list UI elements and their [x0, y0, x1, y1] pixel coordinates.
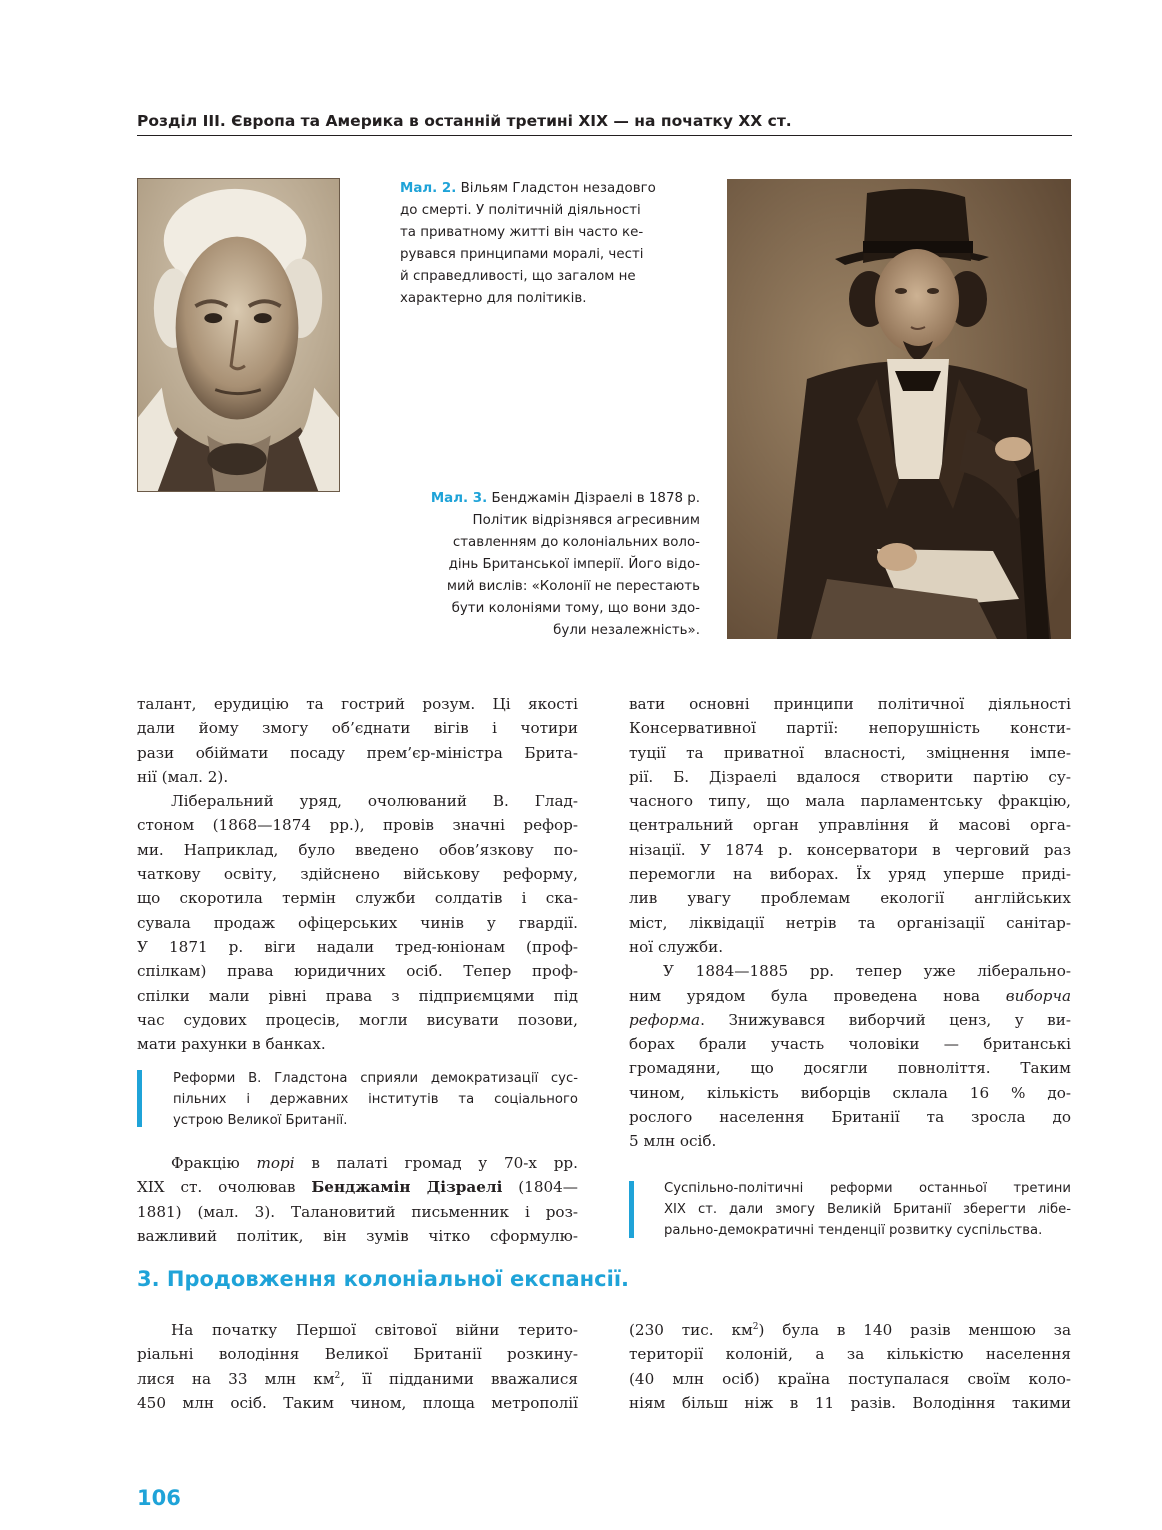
header-rule	[137, 135, 1072, 136]
text-line: рази обіймати посаду прем’єр-міністра Брита-	[137, 743, 578, 762]
text-line: борах брали участь чоловіки — британські	[629, 1035, 1071, 1054]
text-line: чином, кількість виборців склала 16 % до-	[629, 1083, 1071, 1102]
caption-line: бути колоніями тому, що вони здо-	[451, 601, 700, 616]
note-line: рально-демократичні тенденції розвитку суспільства.	[664, 1223, 1043, 1238]
body-right-column	[629, 692, 1071, 1154]
caption-line: та приватному житті він часто ке-	[400, 225, 644, 240]
caption-line: до смерті. У політичній діяльності	[400, 203, 641, 218]
body-left-column-2	[137, 1151, 578, 1248]
text-line: громадяни, що досягли повноліття. Таким	[629, 1059, 1071, 1078]
italic-term: торі	[256, 1154, 295, 1172]
text-line: 450 млн осіб. Таким чином, площа метрополії	[137, 1393, 578, 1412]
text-fragment: . Знижувався виборчий ценз, у ви-	[700, 1010, 1071, 1029]
text-fragment: Фракцію	[171, 1154, 257, 1172]
text-fragment: (230 тис. км	[629, 1321, 753, 1339]
figure-2-label: Мал. 2.	[400, 181, 457, 196]
text-fragment: в палаті громад у 70-х рр.	[294, 1154, 578, 1172]
superscript: 2	[334, 1370, 341, 1381]
text-line: талант, ерудицію та гострий розум. Ці якості	[137, 695, 578, 713]
note-line: пільних і державних інститутів та соціального	[173, 1092, 578, 1107]
text-line: перемогли на виборах. Їх уряд уперше приді-	[629, 865, 1071, 884]
text-fragment: ним урядом була проведена нова	[629, 986, 981, 1005]
text-line: нії (мал. 2).	[137, 767, 229, 786]
text-line: туції та приватної власності, зміцнення імпе-	[629, 743, 1071, 762]
text-line: На початку Першої світової війни терито-	[171, 1321, 578, 1339]
text-line: Консервативної партії: непорушність консти-	[629, 719, 1071, 738]
text-line: чаткову освіту, здійснено військову реформу,	[137, 865, 578, 884]
caption-line: дінь Британської імперії. Його відо-	[448, 557, 700, 572]
note-line: устрою Великої Британії.	[173, 1113, 348, 1128]
text-line: 1881) (мал. 3). Талановитий письменник і роз-	[137, 1202, 578, 1221]
text-line: нізації. У 1874 р. консерватори в черговий раз	[629, 840, 1071, 859]
text-line: важливий політик, він зумів чітко сформулю-	[137, 1226, 578, 1245]
portrait-gladstone-image	[137, 178, 340, 492]
note-accent-bar	[629, 1181, 634, 1238]
bold-name: Бенджамін Дізраелі	[311, 1178, 503, 1197]
portrait-disraeli-image	[727, 179, 1071, 639]
text-line: 5 млн осіб.	[629, 1132, 717, 1151]
note-line: Суспільно-політичні реформи останньої третини	[664, 1181, 1071, 1196]
text-line: рії. Б. Дізраелі вдалося створити партію су-	[629, 767, 1071, 786]
text-line: мати рахунки в банках.	[137, 1035, 326, 1054]
note-line: Реформи В. Гладстона сприяли демократизації сус-	[173, 1071, 578, 1086]
text-line: час судових процесів, могли висувати позови,	[137, 1010, 578, 1029]
caption-line: рувався принципами моралі, честі	[400, 247, 644, 262]
text-line: (40 млн осіб) країна поступалася своїм коло-	[629, 1369, 1071, 1388]
text-line: стоном (1868—1874 рр.), провів значні рефор-	[137, 816, 578, 835]
body-left-column-3	[137, 1318, 578, 1415]
text-line: що скоротила термін служби солдатів і ска-	[137, 889, 578, 908]
text-line: У 1884—1885 рр. тепер уже ліберально-	[663, 962, 1071, 981]
superscript: 2	[752, 1321, 759, 1332]
text-line: ної служби.	[629, 937, 724, 956]
text-fragment: XIX ст. очолював	[137, 1178, 312, 1197]
text-fragment: лися на 33 млн км	[137, 1369, 335, 1388]
caption-line: Політик відрізнявся агресивним	[472, 513, 700, 528]
caption-line: Вільям Гладстон незадовго	[460, 181, 656, 196]
text-line: спілки мали рівні права з підприємцями під	[137, 986, 578, 1005]
note-line: XIX ст. дали змогу Великій Британії зберегти лібе-	[664, 1202, 1071, 1217]
running-title: Розділ III. Європа та Америка в останній третині XIX — на початку XX ст.	[137, 112, 792, 130]
text-line: вати основні принципи політичної діяльності	[629, 695, 1071, 713]
text-line: території колоній, а за кількістю населення	[629, 1345, 1071, 1364]
text-line: дали йому змогу об’єднати вігів і чотири	[137, 719, 578, 738]
text-line: ніям більш ніж в 11 разів. Володіння такими	[629, 1393, 1071, 1412]
body-left-column	[137, 692, 578, 1056]
text-line: Ліберальний уряд, очолюваний В. Глад-	[171, 792, 578, 811]
text-line: лив увагу проблемам екології англійських	[629, 889, 1071, 908]
figure-2-caption	[400, 178, 676, 310]
text-line: спілкам) права юридичних осіб. Тепер проф-	[137, 962, 578, 981]
note-accent-bar	[137, 1070, 142, 1127]
figure-3-label: Мал. 3.	[430, 491, 488, 506]
caption-line: характерно для політиків.	[400, 291, 587, 306]
text-line: центральний орган управління й масові орга-	[629, 816, 1071, 835]
text-line: сувала продаж офіцерських чинів у гвардії.	[137, 913, 578, 932]
summary-note-left	[173, 1068, 578, 1131]
italic-term: реформа	[629, 1010, 701, 1029]
caption-line: Бенджамін Дізраелі в 1878 р.	[491, 491, 700, 506]
text-line: У 1871 р. віги надали тред-юніонам (проф-	[137, 937, 578, 956]
body-right-column-3	[629, 1318, 1071, 1415]
text-line: міст, ліквідації нетрів та організації санітар-	[629, 913, 1071, 932]
text-fragment: , її підданими вважалися	[340, 1369, 579, 1388]
text-line: часного типу, що мала парламентську фракцію,	[629, 792, 1071, 811]
summary-note-right	[664, 1178, 1071, 1241]
text-line: ми. Наприклад, було введено обов’язкову по-	[137, 840, 578, 859]
text-fragment: (1804—	[502, 1178, 578, 1197]
text-fragment: ) була в 140 разів меншою за	[758, 1321, 1071, 1339]
figure-3-caption	[400, 488, 700, 642]
caption-line: ставленням до колоніальних воло-	[452, 535, 700, 550]
section-heading: 3. Продовження колоніальної експансії.	[137, 1267, 629, 1291]
text-line: ріальні володіння Великої Британії розкину-	[137, 1345, 578, 1364]
caption-line: були незалежність».	[553, 623, 700, 638]
page-number: 106	[137, 1486, 181, 1510]
caption-line: й справедливості, що загалом не	[400, 269, 636, 284]
caption-line: мий вислів: «Колонії не перестають	[446, 579, 700, 594]
text-line: рослого населення Британії та зросла до	[629, 1108, 1071, 1127]
italic-term: виборча	[1005, 986, 1071, 1005]
